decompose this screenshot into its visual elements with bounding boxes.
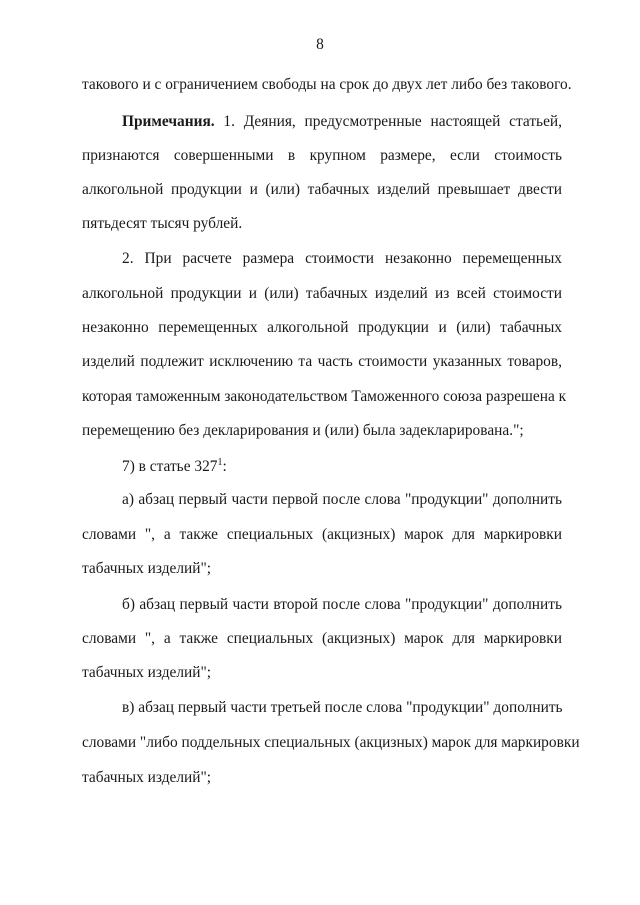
- text-line: в) абзац первый части третьей после слова "продукции" дополнить: [122, 699, 563, 716]
- text-line: изделий подлежит исключению та часть стоимости указанных товаров,: [82, 353, 562, 370]
- text-line: б) абзац первый части второй после слова "продукции" дополнить: [122, 596, 562, 613]
- text-line: признаются совершенными в крупном размере, если стоимость: [82, 147, 562, 164]
- text-line: незаконно перемещенных алкогольной продукции и (или) табачных: [82, 319, 562, 336]
- article-line: [122, 457, 562, 477]
- text-line: пятьдесят тысяч рублей.: [82, 215, 243, 232]
- text-line: словами ", а также специальных (акцизных) марок для маркировки: [82, 630, 562, 647]
- text-line: словами ", а также специальных (акцизных) марок для маркировки: [82, 526, 562, 543]
- article-text: 7) в статье 327: [122, 458, 218, 475]
- article-superscript: 1: [217, 457, 223, 468]
- text-line: табачных изделий";: [82, 560, 212, 577]
- notes-text: 1. Деяния, предусмотренные настоящей статьей,: [223, 113, 562, 130]
- text-line: которая таможенным законодательством Таможенного союза разрешена к: [82, 388, 567, 405]
- text-line: словами "либо поддельных специальных (акцизных) марок для маркировки: [82, 734, 580, 751]
- text-line: алкогольной продукции и (или) табачных изделий превышает двести: [82, 181, 562, 198]
- text-line: перемещению без декларирования и (или) была задекларирована.";: [82, 422, 524, 439]
- text-line: табачных изделий";: [82, 769, 212, 786]
- notes-label: Примечания.: [122, 113, 215, 130]
- text-line: а) абзац первый части первой после слова "продукции" дополнить: [122, 491, 562, 508]
- article-colon: :: [222, 458, 227, 475]
- notes-line: [122, 112, 562, 132]
- text-line: алкогольной продукции и (или) табачных изделий из всей стоимости: [82, 285, 562, 302]
- text-line: такового и с ограничением свободы на срок до двух лет либо без такового.: [82, 76, 572, 93]
- page-number: 8: [316, 36, 324, 53]
- text-line: табачных изделий";: [82, 664, 212, 681]
- text-line: 2. При расчете размера стоимости незаконно перемещенных: [122, 250, 562, 267]
